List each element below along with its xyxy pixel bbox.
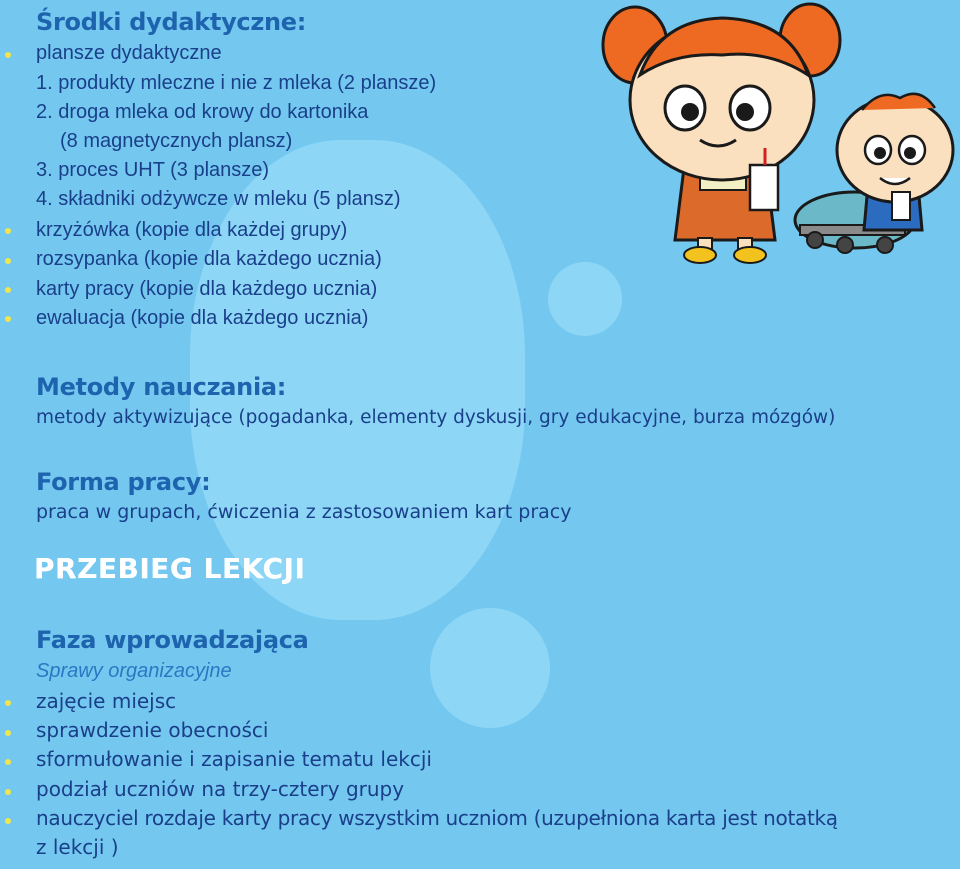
bullet <box>5 818 11 824</box>
srodki-subitem-2-cont: (8 magnetycznych plansz) <box>60 130 293 152</box>
faza-item-sprawdzenie: sprawdzenie obecności <box>36 718 269 742</box>
srodki-subitem-3: 3. proces UHT (3 plansze) <box>36 159 270 181</box>
srodki-subitem-4: 4. składniki odżywcze w mleku (5 plansz) <box>36 188 401 210</box>
background-bubble-medium <box>430 608 550 728</box>
faza-item-karty-cont: z lekcji ) <box>36 835 119 859</box>
srodki-item-karty-pracy: karty pracy (kopie dla każdego ucznia) <box>36 278 378 300</box>
srodki-item-plansze: plansze dydaktyczne <box>36 42 222 64</box>
bullet <box>5 258 11 264</box>
faza-item-podzial: podział uczniów na trzy-cztery grupy <box>36 777 405 801</box>
forma-text: praca w grupach, ćwiczenia z zastosowaniem kart pracy <box>36 501 572 523</box>
srodki-heading: Środki dydaktyczne: <box>36 8 307 36</box>
metody-heading: Metody nauczania: <box>36 373 287 401</box>
srodki-subitem-2: 2. droga mleka od krowy do kartonika <box>36 101 369 123</box>
srodki-subitem-1: 1. produkty mleczne i nie z mleka (2 plansze) <box>36 72 437 94</box>
faza-item-sformulowanie: sformułowanie i zapisanie tematu lekcji <box>36 747 432 771</box>
bullet <box>5 700 11 706</box>
srodki-item-ewaluacja: ewaluacja (kopie dla każdego ucznia) <box>36 307 369 329</box>
forma-heading: Forma pracy: <box>36 468 211 496</box>
przebieg-lekcji-title <box>34 552 305 585</box>
srodki-item-rozsypanka: rozsypanka (kopie dla każdego ucznia) <box>36 248 382 270</box>
faza-item-karty: nauczyciel rozdaje karty pracy wszystkim uczniom (uzupełniona karta jest notatką <box>36 806 838 830</box>
background-bubble-small <box>548 262 622 336</box>
bullet <box>5 52 11 58</box>
children-with-milk-cartons-illustration <box>600 0 960 270</box>
bullet <box>5 730 11 736</box>
faza-item-zajecie-miejsc: zajęcie miejsc <box>36 689 177 713</box>
metody-text: metody aktywizujące (pogadanka, elementy dyskusji, gry edukacyjne, burza mózgów) <box>36 407 836 428</box>
bullet <box>5 789 11 795</box>
boy-figure <box>795 94 953 253</box>
faza-subtitle: Sprawy organizacyjne <box>36 660 232 682</box>
bullet <box>5 228 11 234</box>
bullet <box>5 287 11 293</box>
przebieg-lekcji-label: PRZEBIEG LEKCJI <box>34 552 306 585</box>
bullet <box>5 316 11 322</box>
bullet <box>5 759 11 765</box>
srodki-item-krzyzowka: krzyżówka (kopie dla każdej grupy) <box>36 219 348 241</box>
faza-heading: Faza wprowadzająca <box>36 626 309 654</box>
